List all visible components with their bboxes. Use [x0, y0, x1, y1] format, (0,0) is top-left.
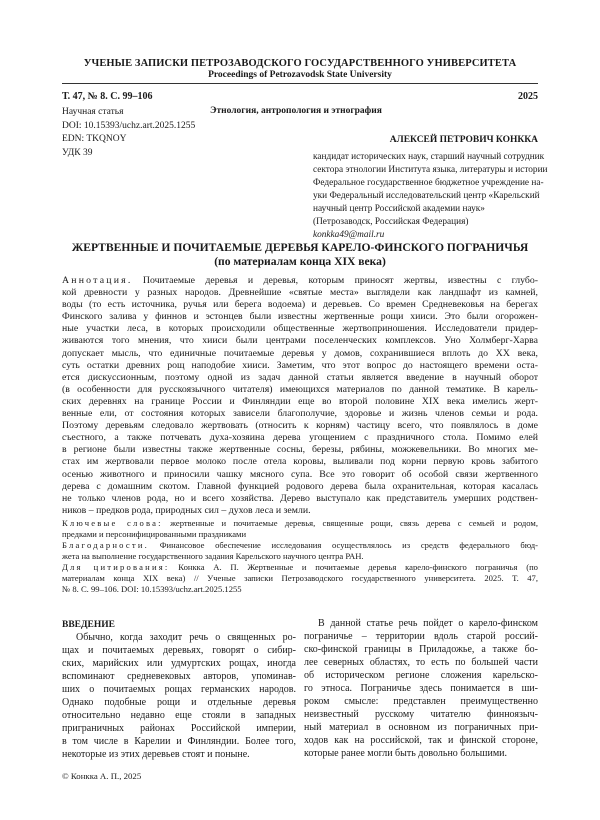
section-label: Благодарности. — [62, 540, 149, 550]
line-text: жертвенные и почитаемые деревья, священные рощи, связь дерева с семьей и родом, — [170, 518, 538, 528]
body-line: ный материал в основном из пограничных при- — [304, 722, 538, 733]
title-sub: (по материалам конца XIX века) — [214, 255, 386, 268]
edn: EDN: TKQNOY — [62, 134, 127, 144]
affiliation-line: кандидат исторических наук, старший научный сотрудник — [313, 152, 545, 162]
body-line: относительно недавно еще стояли в западных — [62, 710, 296, 721]
abstract-line: дерева с домашним скотом. Главной функцией родового дерева была охранительная, которая касалась — [62, 480, 538, 492]
article-title — [62, 241, 538, 269]
abstract-line: Финского залива у финнов и эстонцев были известны жертвенные рощи хииси. Это были огорожен- — [62, 311, 538, 323]
abstract-line: ется дискуссионным, поэтому одной из задач данной статьи является введение в научный оборот — [62, 371, 538, 383]
affiliation-line: (Петрозаводск, Российская Федерация) — [313, 217, 469, 227]
body-line: об историческом регионе сложения карельско- — [304, 670, 538, 681]
copyright: © Конкка А. П., 2025 — [62, 771, 142, 781]
abstract-line: ные участки леса, в которых происходили общественные жертвоприношения. Исследователи придер- — [62, 323, 538, 335]
affiliation-line: сектора этнологии Института языка, литературы и истории — [313, 165, 548, 175]
header-divider — [62, 83, 538, 84]
abstract-line: в регионе были известны также жертвенные сосны, березы, рябины, можжевельники. Во многих ме- — [62, 444, 538, 456]
body-line: ских, марийских или удмуртских рощах, иногда — [62, 658, 296, 669]
author-name: АЛЕКСЕЙ ПЕТРОВИЧ КОНККА — [389, 135, 538, 145]
body-line: неизвестный русскому читателю финноязыч- — [304, 709, 538, 720]
abstract — [62, 275, 538, 517]
body-line: вспоминают средневековых авторов, упоминав- — [62, 671, 296, 682]
body-line: лее северных областях, то есть по большей части — [304, 657, 538, 668]
body-line: которые ранее могли быть довольно большими. — [304, 748, 508, 759]
body-line: щах и почитаемых деревьях, говорят о сибир- — [62, 645, 296, 656]
author-affiliation — [313, 151, 548, 242]
body-line: Однако подобные рощи и отдельные деревья — [62, 697, 296, 708]
body-line: в том числе в Карелии и Финляндии. Более того, — [62, 736, 296, 747]
body-line: го этноса. Пограничье здесь понимается в ши- — [304, 683, 538, 694]
affiliation-line: научный центр Российской академии наук» — [313, 204, 485, 214]
abstract-line: воды (то есть источника, ручья или берега водоема) и деревьев. Со времен Средневековья на берегах — [62, 299, 538, 311]
body-line: пограничье – территории вдоль старой россий- — [304, 631, 538, 642]
citation — [62, 562, 538, 595]
body-line: приграничных районах Российской империи, — [62, 723, 296, 734]
abstract-line: суть остатки древних рощ наподобие хииси. Заметим, что этот вопрос до настоящего времени оста- — [62, 359, 538, 371]
body-line: ших о почитаемых рощах германских народов. — [62, 684, 296, 695]
section-name: Этнология, антропология и этнография — [210, 106, 382, 116]
keywords-line: предками и персонифицированными праздниками — [62, 529, 247, 539]
article-meta — [62, 106, 195, 160]
body-line: некоторые из этих деревьев стоят и поныне. — [62, 749, 250, 760]
abstract-line: венные ели, от состояния которых зависели благополучие, здоровье и жизнь членов семьи и рода. — [62, 408, 538, 420]
doi[interactable]: DOI: 10.15393/uchz.art.2025.1255 — [62, 120, 196, 131]
abstract-line: ников – предков рода, природных сил – духов леса и земли. — [62, 504, 311, 516]
abstract-line: живаются того мнения, что хииси были центрами поселенческих комплексов. Уно Холмберг-Харва — [62, 335, 538, 347]
body-column-left — [62, 631, 296, 761]
abstract-line: ских деревнях на границе России и Финляндии еще во второй половине XIX века имелись жерт- — [62, 395, 538, 407]
section-heading-intro: ВВЕДЕНИЕ — [62, 620, 115, 630]
volume-info: Т. 47, № 8. С. 99–106 — [62, 91, 153, 102]
line-text: Финансовое обеспечение исследования осуществлялось из средств федерального бюд- — [159, 540, 538, 550]
abstract-line: стах им жертвовали первое молоко после отела коровы, выливали под корни первую кровь забитого — [62, 456, 538, 468]
keywords — [62, 518, 538, 540]
journal-title: УЧЕНЫЕ ЗАПИСКИ ПЕТРОЗАВОДСКОГО ГОСУДАРСТВЕННОГО УНИВЕРСИТЕТА — [83, 58, 517, 69]
line-text: Конкка А. П. Жертвенные и почитаемые деревья карело-финского пограничья (по — [178, 562, 538, 572]
abstract-line: Поэтому деревьям следовало жертвовать (относить к корням) частицу всего, что появлялось в доме — [62, 420, 538, 432]
affiliation-line: Федеральное государственное бюджетное учреждение на- — [313, 178, 544, 188]
udk: УДК 39 — [62, 147, 93, 158]
body-line: роком смысле: представлен преимущественно — [304, 696, 538, 707]
abstract-line: кой древности у разных народов. Древнейшие «святые места» выглядели как ландшафт из камней, — [62, 287, 538, 299]
thanks-line: жета на выполнение государственного задания Карельского научного центра РАН. — [62, 551, 364, 561]
section-label: Ключевые слова: — [62, 518, 163, 528]
body-line: В данной статье речь пойдет о карело-финском — [318, 618, 538, 629]
body-column-right — [304, 617, 538, 760]
author-email[interactable]: konkka49@mail.ru — [313, 230, 385, 240]
abstract-line: не только членов рода, но и всего хозяйства. Дерево выступало как представитель умерших родствен- — [62, 492, 538, 504]
affiliation-line: уки Федеральный исследовательский центр «Карельский — [313, 191, 540, 201]
body-line: ско-финской границы в Приладожье, а также бо- — [304, 644, 538, 655]
article-type: Научная статья — [62, 107, 124, 117]
citation-line: материалам конца XIX века) // Ученые записки Петрозаводского государственного университета. 2025. Т. 47, — [62, 573, 538, 583]
acknowledgements — [62, 540, 538, 562]
title-main: ЖЕРТВЕННЫЕ И ПОЧИТАЕМЫЕ ДЕРЕВЬЯ КАРЕЛО-ФИНСКОГО ПОГРАНИЧЬЯ — [71, 241, 529, 254]
body-line: Обычно, когда заходит речь о священных ро- — [76, 632, 296, 643]
year: 2025 — [518, 91, 538, 102]
body-line: ходов как на российской, так и финской стороне, — [304, 735, 538, 746]
thanks-line — [62, 540, 538, 551]
section-label: Для цитирования: — [62, 562, 170, 572]
citation-line: № 8. С. 99–106. DOI: 10.15393/uchz.art.2025.1255 — [62, 584, 242, 594]
section-label: Аннотация. — [62, 275, 133, 286]
journal-title-en: Proceedings of Petrozavodsk State University — [208, 70, 392, 80]
abstract-line: съестного, а также потчевать духа-хозяина дерева угощением с праздничного стола. Помимо елей — [62, 432, 538, 444]
citation-line — [62, 562, 538, 573]
abstract-line: (в особенности для русскоязычного читателя) имеющихся материалов по данной тематике. В карель- — [62, 383, 538, 395]
abstract-line: осенью животного и приносили чашку мясного супа. Все это говорит об особой связи жертвенного — [62, 468, 538, 480]
abstract-line: допускает мысль, что единичные почитаемые деревья у домов, сохранившиеся вплоть до XX века, — [62, 347, 538, 359]
line-text: Почитаемые деревья и деревья, которым приносят жертвы, известны с глубо- — [142, 275, 538, 286]
keywords-line — [62, 518, 538, 529]
abstract-line — [62, 275, 538, 287]
